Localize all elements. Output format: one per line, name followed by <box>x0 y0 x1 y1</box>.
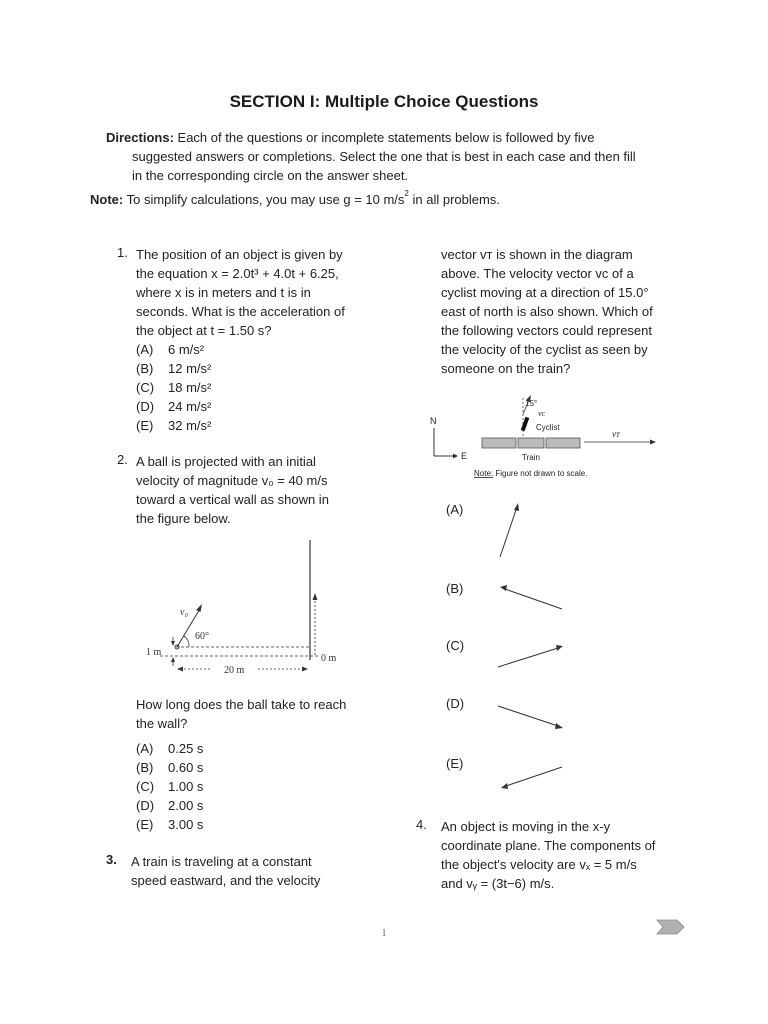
q3-choice-b: (B) <box>446 581 464 596</box>
q3-number: 3. <box>106 852 117 867</box>
distance-arrow-right <box>302 667 308 672</box>
directions <box>106 128 706 185</box>
q1-options <box>136 340 211 435</box>
note <box>90 189 500 207</box>
option-label: (D) <box>136 798 155 813</box>
zero-label: 0 m <box>321 653 337 664</box>
q2-number: 2. <box>117 452 128 467</box>
train-figure <box>420 390 670 485</box>
vector-c <box>498 648 558 667</box>
v0-arrowhead <box>196 604 202 612</box>
q3-choice-e: (E) <box>446 756 464 771</box>
vector-e-arrowhead <box>501 783 508 789</box>
vector-a <box>500 507 517 557</box>
q1-line: The position of an object is given by <box>136 247 343 262</box>
q4-line: the object's velocity are vₓ = 5 m/s <box>441 857 637 872</box>
q2-question <box>136 695 376 733</box>
angle-label: 15° <box>525 399 538 408</box>
angle-arc <box>184 636 189 647</box>
directions-label: Directions: <box>106 130 174 145</box>
option-value: 12 m/s² <box>168 361 212 376</box>
q1-stem <box>136 245 376 340</box>
train-car <box>518 438 544 448</box>
figure-note-text: Figure not drawn to scale. <box>493 469 588 478</box>
distance-label: 20 m <box>224 665 245 676</box>
height-arrowhead-bottom <box>171 657 175 662</box>
vector-e <box>506 767 562 786</box>
q1-line: where x is in meters and t is in <box>136 285 311 300</box>
height-arrowhead-top <box>171 641 175 646</box>
q3-line: cyclist moving at a direction of 15.0° <box>441 285 649 300</box>
q1-option-e <box>136 416 211 435</box>
vt-label: vᴛ <box>612 429 620 439</box>
q1-number: 1. <box>117 245 128 260</box>
q1-line: the equation x = 2.0t³ + 4.0t + 6.25, <box>136 266 339 281</box>
east-arrowhead <box>453 454 458 459</box>
option-label: (A) <box>136 741 154 756</box>
option-label: (C) <box>136 779 155 794</box>
q2-option-e <box>136 815 203 834</box>
vector-d <box>498 706 558 726</box>
option-value: 24 m/s² <box>168 399 212 414</box>
option-value: 0.60 s <box>168 760 204 775</box>
figure-note-label: Note: <box>474 469 494 478</box>
q3-choice-d: (D) <box>446 696 465 711</box>
q3-choice-c: (C) <box>446 638 465 653</box>
q3-line: east of north is also shown. Which of <box>441 304 653 319</box>
q2-line: A ball is projected with an initial <box>136 454 316 469</box>
option-label: (D) <box>136 399 155 414</box>
q4-number: 4. <box>416 817 427 832</box>
angle-label: 60° <box>195 631 209 642</box>
q2-option-a <box>136 739 203 758</box>
q3-line: the velocity of the cyclist as seen by <box>441 342 648 357</box>
q4-stem <box>441 817 711 893</box>
vc-label: vᴄ <box>538 409 546 418</box>
q3-stem-right <box>441 245 711 378</box>
q2-line: the figure below. <box>136 511 231 526</box>
q1-option-d <box>136 397 211 416</box>
q2-line: velocity of magnitude v₀ = 40 m/s <box>136 473 328 488</box>
vector-b <box>505 589 562 609</box>
east-label: E <box>461 451 468 461</box>
distance-arrow-left <box>177 667 183 672</box>
vector-d-arrowhead <box>555 723 563 729</box>
figure-note <box>474 469 587 478</box>
q3-line: someone on the train? <box>441 361 571 376</box>
vector-b-arrowhead <box>500 585 507 591</box>
option-label: (C) <box>136 380 155 395</box>
q2-option-d <box>136 796 203 815</box>
q1-option-b <box>136 359 211 378</box>
next-page-arrow-icon[interactable] <box>656 918 686 936</box>
option-label: (E) <box>136 418 154 433</box>
option-value: 3.00 s <box>168 817 204 832</box>
q2-question-line: How long does the ball take to reach <box>136 697 347 712</box>
north-label: N <box>430 416 437 426</box>
q2-option-b <box>136 758 203 777</box>
q2-option-c <box>136 777 203 796</box>
note-tail: in all problems. <box>408 192 500 207</box>
train-car <box>546 438 580 448</box>
directions-line3: in the corresponding circle on the answer sheet. <box>132 168 409 183</box>
q1-line: the object at t = 1.50 s? <box>136 323 272 338</box>
train-car <box>482 438 516 448</box>
directions-line1: Each of the questions or incomplete statements below is followed by five <box>177 130 595 145</box>
q3-choice-a: (A) <box>446 502 464 517</box>
q3-line: A train is traveling at a constant <box>131 854 312 869</box>
option-label: (A) <box>136 342 154 357</box>
note-label: Note: <box>90 192 124 207</box>
q1-option-a <box>136 340 211 359</box>
page-number: 1 <box>381 928 387 939</box>
option-value: 18 m/s² <box>168 380 212 395</box>
note-sup: 2 <box>404 189 409 198</box>
q4-line: and vᵧ = (3t−6) m/s. <box>441 876 555 891</box>
option-value: 1.00 s <box>168 779 204 794</box>
vt-arrowhead <box>650 440 656 445</box>
directions-line2: suggested answers or completions. Select the one that is best in each case and then fill <box>132 149 636 164</box>
height-label: 1 m <box>146 647 162 658</box>
next-arrow-shape <box>657 920 684 934</box>
option-value: 0.25 s <box>168 741 204 756</box>
q2-question-line: the wall? <box>136 716 188 731</box>
q3-choice-vectors <box>490 495 580 795</box>
wall-height-arrow <box>313 593 318 600</box>
train-label: Train <box>522 453 540 462</box>
note-text: To simplify calculations, you may use g = 10 m/s <box>126 192 405 207</box>
q1-line: seconds. What is the acceleration of <box>136 304 345 319</box>
v0-label: v₀ <box>180 607 188 618</box>
q1-option-c <box>136 378 211 397</box>
cyclist-label: Cyclist <box>536 423 560 432</box>
section-title: SECTION I: Multiple Choice Questions <box>229 92 539 111</box>
option-value: 6 m/s² <box>168 342 205 357</box>
vector-c-arrowhead <box>556 645 563 651</box>
q3-stem-left <box>131 852 381 890</box>
q3-line: above. The velocity vector vᴄ of a <box>441 266 634 281</box>
option-label: (B) <box>136 361 154 376</box>
projectile-figure <box>140 535 360 680</box>
q2-line: toward a vertical wall as shown in <box>136 492 329 507</box>
cyclist-icon <box>521 417 530 432</box>
q2-options <box>136 739 203 834</box>
option-value: 2.00 s <box>168 798 204 813</box>
q3-line: vector vᴛ is shown in the diagram <box>441 247 633 262</box>
option-value: 32 m/s² <box>168 418 212 433</box>
option-label: (B) <box>136 760 154 775</box>
q4-line: An object is moving in the x-y <box>441 819 611 834</box>
vector-a-arrowhead <box>514 503 519 511</box>
option-label: (E) <box>136 817 154 832</box>
q3-line: speed eastward, and the velocity <box>131 873 321 888</box>
q2-stem <box>136 452 376 528</box>
q4-line: coordinate plane. The components of <box>441 838 656 853</box>
q3-line: the following vectors could represent <box>441 323 653 338</box>
